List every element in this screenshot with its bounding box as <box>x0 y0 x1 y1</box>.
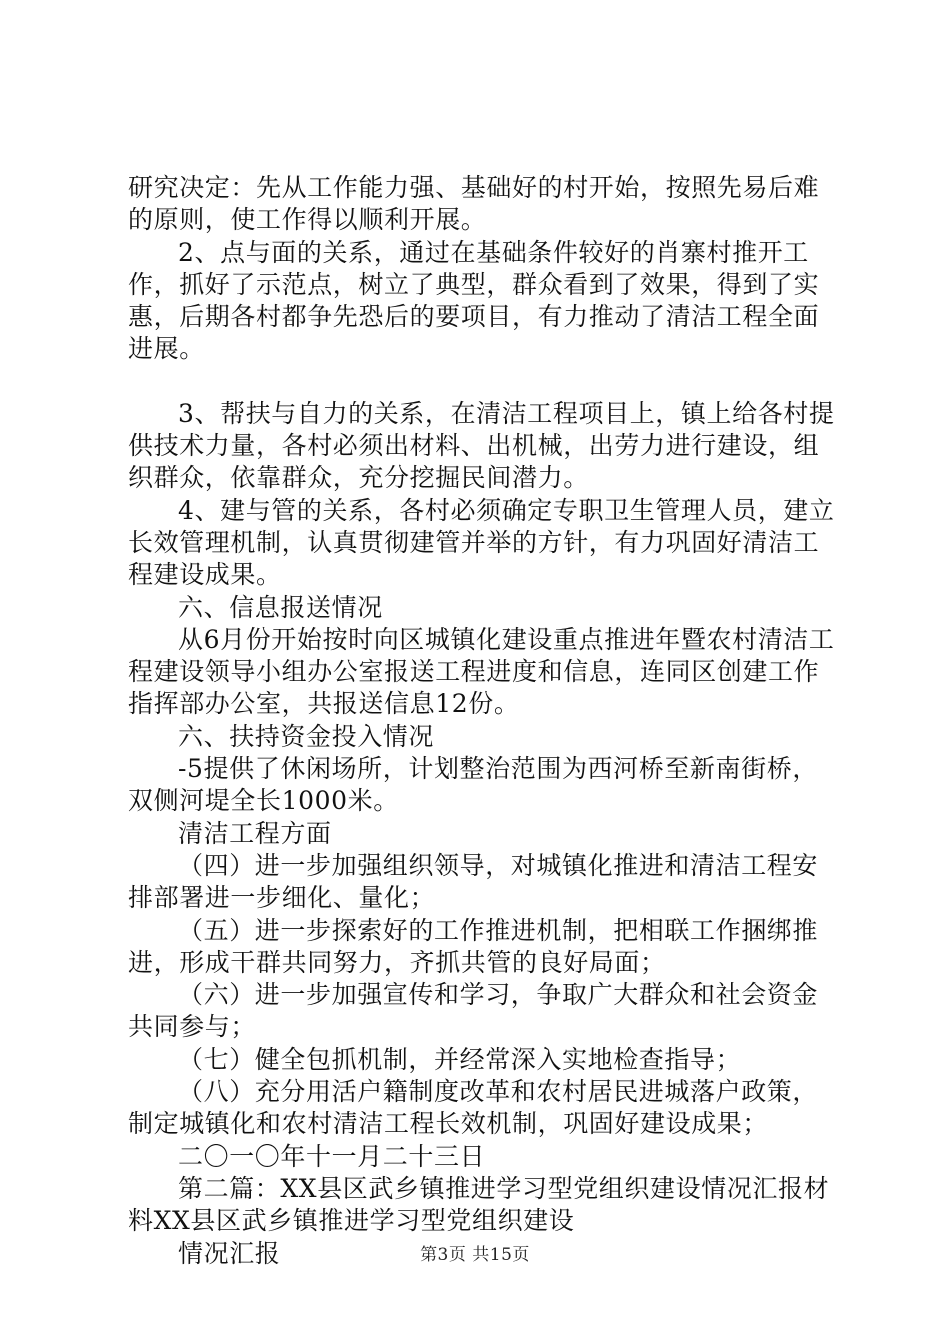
paragraph: 研究决定：先从工作能力强、基础好的村开始，按照先易后难的原则，使工作得以顺利开展。 <box>128 173 820 235</box>
paragraph: -5提供了休闲场所，计划整治范围为西河桥至新南街桥，双侧河堤全长1000米。 <box>128 754 818 816</box>
paragraph: 3、帮扶与自力的关系，在清洁工程项目上，镇上给各村提供技术力量，各村必须出材料、出机械，出劳力进行建设，组织群众，依靠群众，充分挖掘民间潜力。 <box>128 398 835 493</box>
paragraph: 情况汇报 <box>178 1238 281 1268</box>
paragraph: （六）进一步加强宣传和学习，争取广大群众和社会资金共同参与； <box>128 980 819 1042</box>
paragraph: 二〇一〇年十一月二十三日 <box>178 1141 486 1171</box>
paragraph: 从6月份开始按时向区城镇化建设重点推进年暨农村清洁工程建设领导小组办公室报送工程进度和信息，连同区创建工作指挥部办公室，共报送信息12份。 <box>128 624 835 719</box>
paragraph: 第二篇：XX县区武乡镇推进学习型党组织建设情况汇报材料XX县区武乡镇推进学习型党组织建设 <box>128 1173 830 1236</box>
paragraph: （五）进一步探索好的工作推进机制，把相联工作捆绑推进，形成干群共同努力，齐抓共管的良好局面； <box>128 915 819 977</box>
paragraph: （七）健全包抓机制，并经常深入实地检查指导； <box>178 1044 742 1074</box>
paragraph: （八）充分用活户籍制度改革和农村居民进城落户政策，制定城镇化和农村清洁工程长效机制，巩固好建设成果； <box>128 1077 819 1139</box>
paragraph: 六、扶持资金投入情况 <box>178 721 435 751</box>
paragraph: 清洁工程方面 <box>178 818 332 848</box>
paragraph: （四）进一步加强组织领导，对城镇化推进和清洁工程安排部署进一步细化、量化； <box>128 850 819 913</box>
paragraph: 2、点与面的关系，通过在基础条件较好的肖寨村推开工作，抓好了示范点，树立了典型，群众看到了效果，得到了实惠，后期各村都争先恐后的要项目，有力推动了清洁工程全面进展。 <box>128 237 820 364</box>
paragraph: 六、信息报送情况 <box>178 592 383 622</box>
body-text <box>128 172 840 1270</box>
page-footer: 第3页 共15页 <box>420 1245 530 1265</box>
paragraph: 4、建与管的关系，各村必须确定专职卫生管理人员，建立长效管理机制，认真贯彻建管并举的方针，有力巩固好清洁工程建设成果。 <box>128 495 835 590</box>
